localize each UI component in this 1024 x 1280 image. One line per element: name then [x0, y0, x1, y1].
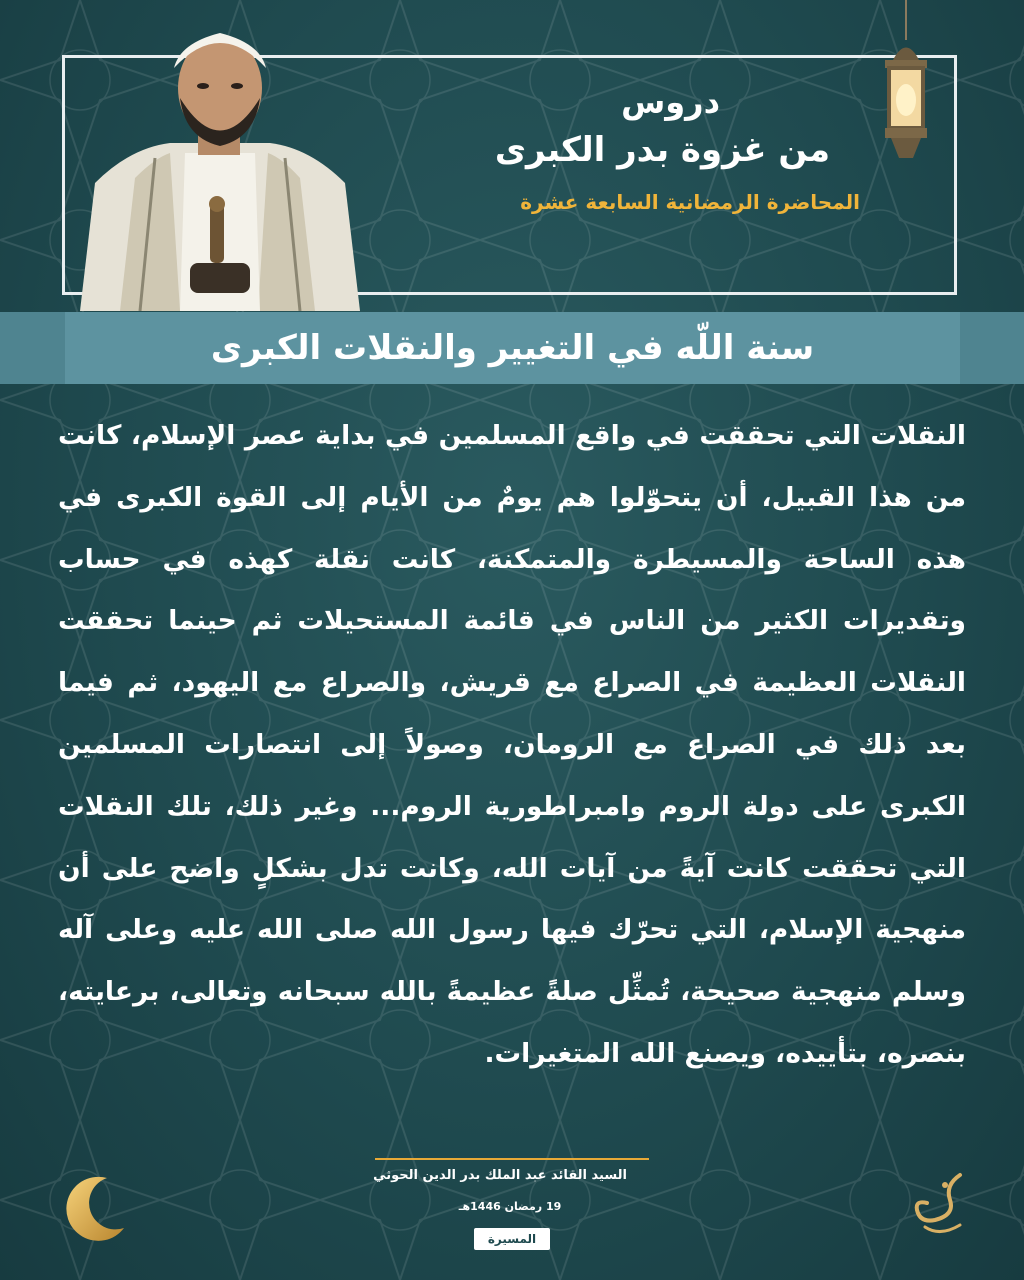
crescent-icon [52, 1170, 132, 1250]
body-paragraph: النقلات التي تحققت في واقع المسلمين في بداية عصر الإسلام، كانت من هذا القبيل، أن يتحوّلوا هم يومٌ من الأيام إلى القوة الكبرى في هذه الساحة والمسيطرة والمتمكنة، كانت نقلة كهذه في حساب وتقديرات الكثير من الناس في قائمة المستحيلات ثم حينما تحققت النقلات العظيمة في الصراع مع قريش، والصراع مع اليهود، ثم فيما بعد ذلك في الصراع مع الرومان، وصولاً إلى انتصارات المسلمين الكبرى على دولة الروم وامبراطورية الروم... وغير ذلك، تلك النقلات التي تحققت كانت آيةً من آيات الله، وكانت تدل بشكلٍ واضح على أن منهجية الإسلام، التي تحرّك فيها رسول الله صلى الله عليه وعلى آله وسلم منهجية صحيحة، تُمثِّل صلةً عظيمةً بالله سبحانه وتعالى، برعايته، بنصره، بتأييده، ويصنع الله المتغيرات. [58, 420, 966, 1069]
header-subtitle: المحاضرة الرمضانية السابعة عشرة [520, 190, 860, 214]
header-text [420, 80, 860, 214]
portrait-image [60, 18, 375, 311]
channel-logo: المسيرة [474, 1228, 550, 1250]
header-title-line1: دروس [621, 83, 720, 121]
speaker-name: السيد القائد عبد الملك بدر الدين الحوثي [373, 1168, 627, 1183]
ramadan-calligraphy-icon [905, 1165, 975, 1240]
banner-title: سنة اللّه في التغيير والنقلات الكبرى [210, 328, 815, 368]
footer-divider [375, 1158, 649, 1160]
lantern-icon [873, 0, 939, 165]
header-title-line2: من غزوة بدر الكبرى [494, 130, 830, 170]
body-text [58, 405, 966, 1085]
lecture-date: 19 رمضان 1446هـ [458, 1200, 562, 1213]
